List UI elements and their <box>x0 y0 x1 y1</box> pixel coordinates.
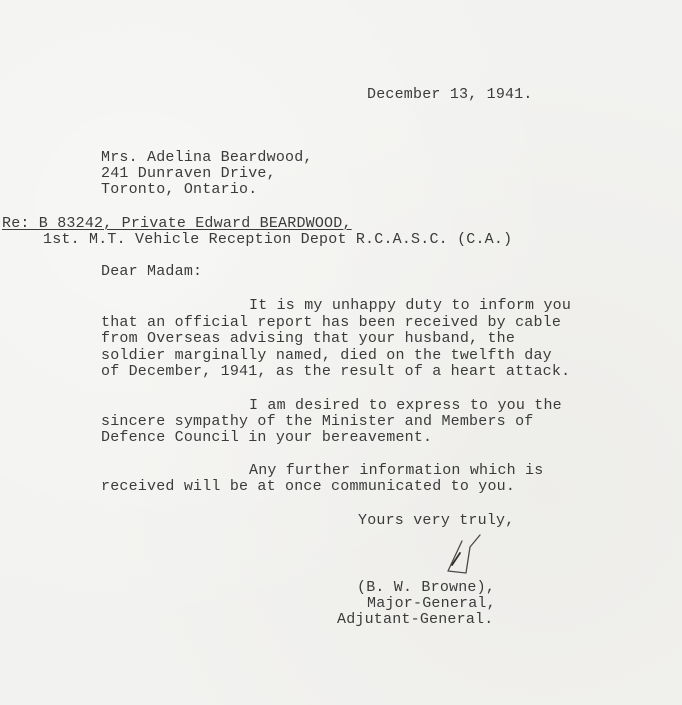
signatory-title: Adjutant-General. <box>337 611 494 628</box>
paragraph-1-line-5: of December, 1941, as the result of a heart attack. <box>101 363 571 380</box>
signatory-rank: Major-General, <box>367 595 496 612</box>
handwritten-signature <box>440 533 490 578</box>
reference-line-2: 1st. M.T. Vehicle Reception Depot R.C.A.S.C. (C.A.) <box>43 231 513 248</box>
paragraph-2-line-3: Defence Council in your bereavement. <box>101 429 433 446</box>
paragraph-1-line-1: It is my unhappy duty to inform you <box>249 297 572 314</box>
reference-line-1: Re: B 83242, Private Edward BEARDWOOD, <box>2 215 352 232</box>
letter-date: December 13, 1941. <box>367 86 533 103</box>
paragraph-1-line-3: from Overseas advising that your husband, the <box>101 330 516 347</box>
salutation: Dear Madam: <box>101 263 203 280</box>
paragraph-2-line-2: sincere sympathy of the Minister and Members of <box>101 413 534 430</box>
paragraph-1-line-4: soldier marginally named, died on the twelfth day <box>101 347 552 364</box>
recipient-street: 241 Dunraven Drive, <box>101 165 276 182</box>
recipient-name: Mrs. Adelina Beardwood, <box>101 149 313 166</box>
paragraph-3-line-1: Any further information which is <box>249 462 544 479</box>
closing: Yours very truly, <box>358 512 515 529</box>
paragraph-2-line-1: I am desired to express to you the <box>249 397 562 414</box>
signatory-name: (B. W. Browne), <box>357 579 496 596</box>
paragraph-1-line-2: that an official report has been received by cable <box>101 314 562 331</box>
paragraph-3-line-2: received will be at once communicated to you. <box>101 478 516 495</box>
recipient-city: Toronto, Ontario. <box>101 181 258 198</box>
